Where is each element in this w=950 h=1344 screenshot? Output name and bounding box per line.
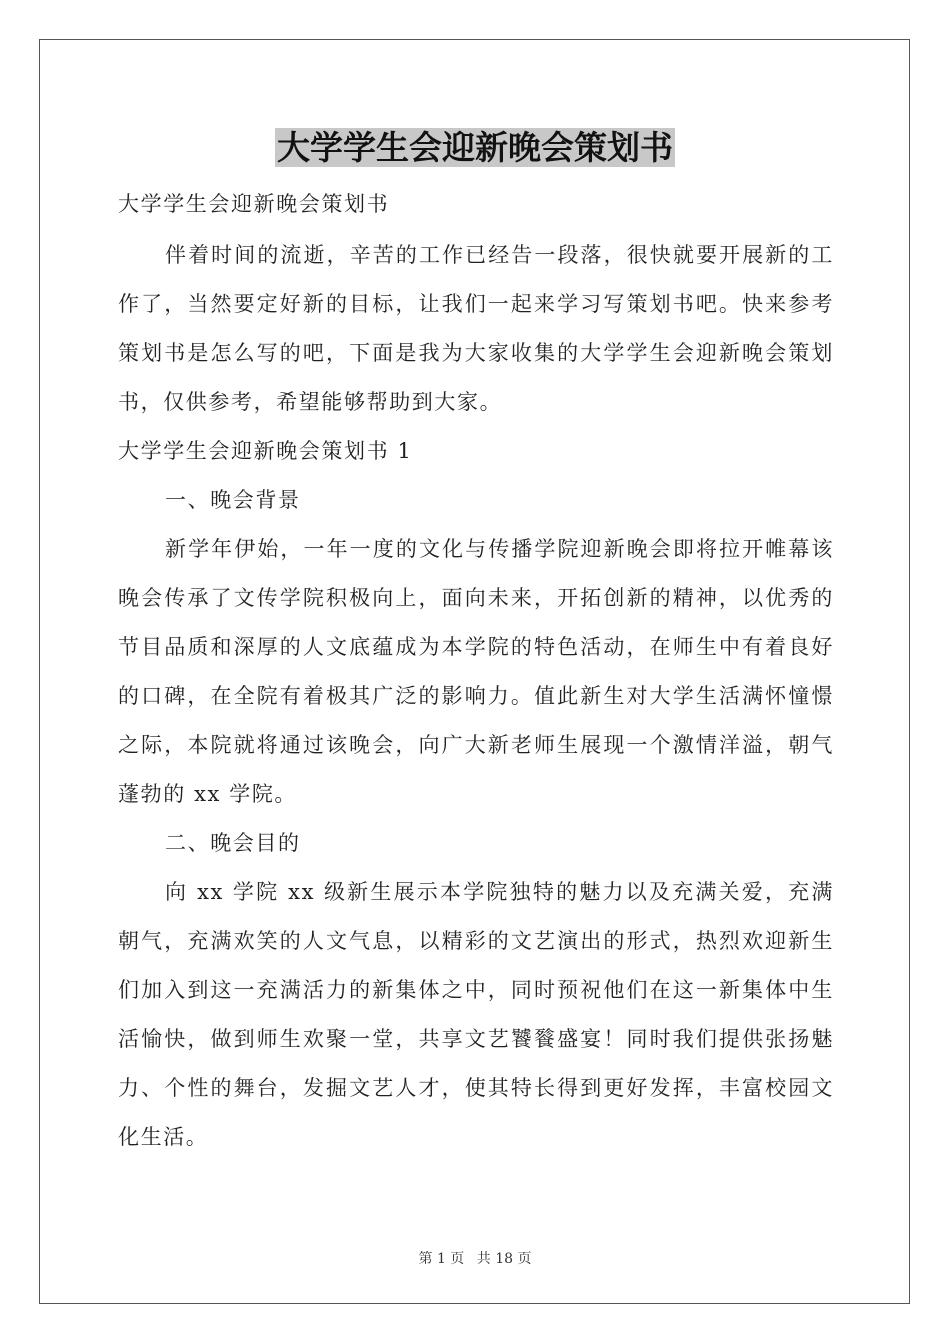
page-total: 共 18 页 (476, 1251, 532, 1267)
section-title: 大学学生会迎新晚会策划书 1 (118, 439, 413, 463)
document-title (0, 126, 950, 170)
document-body (118, 180, 834, 1162)
purpose-paragraph: 向 xx 学院 xx 级新生展示本学院独特的魅力以及充满关爱，充满朝气，充满欢笑的人文气息，以精彩的文艺演出的形式，热烈欢迎新生们加入到这一充满活力的新集体之中，同时预祝他们在这一新集体中生活愉快，做到师生欢聚一堂，共享文艺饕餮盛宴！同时我们提供张扬魅力、个性的舞台，发掘文艺人才，使其特长得到更好发挥，丰富校园文化生活。 (118, 880, 834, 1149)
background-paragraph: 新学年伊始，一年一度的文化与传播学院迎新晚会即将拉开帷幕该晚会传承了文传学院积极向上，面向未来，开拓创新的精神，以优秀的节目品质和深厚的人文底蕴成为本学院的特色活动，在师生中有着良好的口碑，在全院有着极其广泛的影响力。值此新生对大学生活满怀憧憬之际，本院就将通过该晚会，向广大新老师生展现一个激情洋溢，朝气蓬勃的 xx 学院。 (118, 537, 834, 806)
heading-background: 一、晚会背景 (165, 488, 301, 512)
intro-paragraph: 伴着时间的流逝，辛苦的工作已经告一段落，很快就要开展新的工作了，当然要定好新的目标，让我们一起来学习写策划书吧。快来参考策划书是怎么写的吧，下面是我为大家收集的大学学生会迎新晚会策划书，仅供参考，希望能够帮助到大家。 (118, 243, 834, 414)
heading-purpose: 二、晚会目的 (165, 831, 301, 855)
page-footer (0, 1248, 950, 1268)
document-subtitle: 大学学生会迎新晚会策划书 (118, 192, 390, 216)
page-number: 第 1 页 (418, 1251, 465, 1267)
document-title-text: 大学学生会迎新晚会策划书 (277, 128, 673, 167)
